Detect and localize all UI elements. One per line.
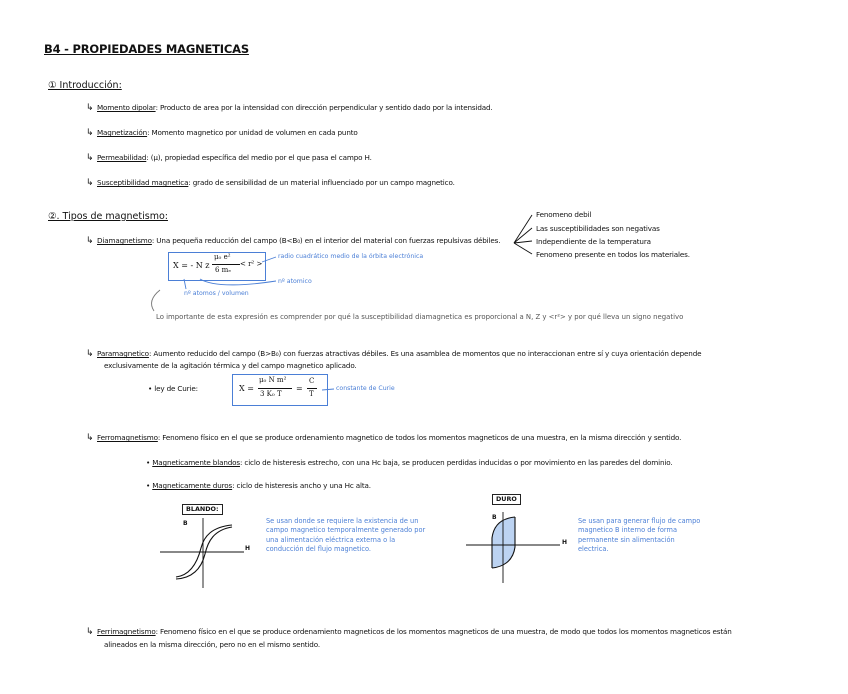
dia-note-arrow bbox=[152, 290, 160, 311]
dia-formula-lhs: X = - N z bbox=[173, 261, 210, 270]
dia-ann-atoms: nº atomos / volumen bbox=[184, 290, 249, 297]
curie-ann: constante de Curie bbox=[336, 385, 395, 392]
hard-box-label: DURO bbox=[492, 494, 521, 505]
curie-formula-eq: = bbox=[296, 384, 303, 393]
feature-arrow-2 bbox=[514, 228, 532, 243]
dia-feature-3: Independiente de la temperatura bbox=[536, 237, 651, 246]
curie-formula-t: T bbox=[309, 390, 314, 398]
ferro-soft-line: • Magneticamente blandos: ciclo de histeresis estrecho, con una Hc baja, se producen perdidas inducidas o por movimiento en las paredes del dominio. bbox=[146, 458, 673, 467]
intro-item-permeabilidad: ↳ Permeabilidad: (μ), propiedad específica del medio por el que pasa el campo H. bbox=[86, 153, 372, 163]
curie-formula-den: 3 K₀ T bbox=[260, 390, 282, 398]
arrow-icon: ↳ bbox=[86, 103, 94, 113]
curie-label: • ley de Curie: bbox=[148, 384, 198, 393]
arrow-icon: ↳ bbox=[86, 236, 94, 246]
ann-arrow-radio bbox=[262, 257, 276, 262]
dia-formula-tail: < r² > bbox=[240, 260, 263, 268]
arrow-icon: ↳ bbox=[86, 433, 94, 443]
intro-item-susceptibilidad: ↳ Susceptibilidad magnetica: grado de sensibilidad de un material influenciado por un campo magnetico. bbox=[86, 178, 455, 188]
curie-formula-c: C bbox=[309, 377, 315, 385]
dia-feature-1: Fenomeno debil bbox=[536, 210, 592, 219]
para-line-1: ↳ Paramagnetico: Aumento reducido del campo (B>B₀) con fuerzas atractivas débiles. Es una asamblea de momentos que no interaccionan entre sí y cuya orientación depende bbox=[86, 349, 702, 359]
hard-axis-h: H bbox=[562, 539, 568, 546]
intro-item-dipolar: ↳ Momento dipolar: Producto de area por la intensidad con dirección perpendicular y sentido dado por la intensidad. bbox=[86, 103, 493, 113]
dia-formula-num: μ₀ e² bbox=[214, 253, 231, 261]
section-tipos-heading: ②. Tipos de magnetismo: bbox=[48, 211, 168, 222]
formula-annotation-arrows bbox=[184, 257, 334, 390]
dia-formula-den: 6 mₑ bbox=[215, 266, 232, 274]
bullet-icon: • bbox=[146, 481, 153, 490]
soft-hysteresis-plot bbox=[160, 518, 244, 588]
soft-note: Se usan donde se requiere la existencia de un campo magnetico temporalmente generado por una alimentación eléctrica externa o la conducción del flujo magnetico. bbox=[266, 517, 426, 554]
arrow-icon: ↳ bbox=[86, 153, 94, 163]
hard-loop-fill bbox=[492, 517, 515, 568]
hard-note: Se usan para generar flujo de campo magnetico B interno de forma permanente sin alimentación electrica. bbox=[578, 517, 701, 554]
feature-arrow-4 bbox=[514, 243, 532, 254]
soft-axis-b: B bbox=[183, 520, 188, 527]
dia-line: ↳ Diamagnetismo: Una pequeña reducción del campo (B<B₀) en el interior del material con fuerzas repulsivas débiles. bbox=[86, 236, 501, 246]
arrow-icon: ↳ bbox=[86, 349, 94, 359]
ann-arrow-atoms bbox=[184, 279, 186, 289]
feature-arrow-1 bbox=[514, 215, 532, 243]
ann-arrow-nat bbox=[200, 279, 276, 285]
arrow-icon: ↳ bbox=[86, 627, 94, 637]
para-line-2: exclusivamente de la agitación térmica y del campo magnetico aplicado. bbox=[104, 361, 357, 370]
hard-axis-b: B bbox=[492, 514, 497, 521]
soft-axis-h: H bbox=[245, 545, 251, 552]
ferri-line-1: ↳ Ferrimagnetismo: Fenomeno físico en el que se produce ordenamiento magneticos de los momentos magneticos de una muestra, de modo que todos los momentos magneticos están bbox=[86, 627, 732, 637]
dia-feature-2: Las susceptibilidades son negativas bbox=[536, 224, 660, 233]
ferro-hard-line: • Magneticamente duros: ciclo de histeresis ancho y una Hc alta. bbox=[146, 481, 371, 490]
curie-formula-num: μ₀ N m² bbox=[259, 376, 287, 384]
soft-loop-upper bbox=[176, 525, 232, 577]
intro-item-magnetizacion: ↳ Magnetización: Momento magnetico por unidad de volumen en cada punto bbox=[86, 128, 358, 138]
dia-feature-4: Fenomeno presente en todos los materiales. bbox=[536, 250, 690, 259]
page-title: B4 - PROPIEDADES MAGNETICAS bbox=[44, 42, 249, 56]
feature-arrows bbox=[514, 215, 532, 254]
bullet-icon: • bbox=[146, 458, 153, 467]
dia-ann-radio: radio cuadrático medio de la órbita electrónica bbox=[278, 253, 424, 260]
curie-formula-lhs: X = bbox=[239, 384, 254, 393]
dia-ann-nat: nº atomico bbox=[278, 278, 312, 285]
ferri-line-2: alineados en la misma dirección, pero no en el mismo sentido. bbox=[104, 640, 320, 649]
soft-box-label: BLANDO: bbox=[182, 504, 223, 515]
ferro-line: ↳ Ferromagnetismo: Fenomeno físico en el que se produce ordenamiento magnetico de todos los momentos magneticos de una muestra, en la misma dirección y sentido. bbox=[86, 433, 682, 443]
dia-note: Lo importante de esta expresión es comprender por qué la susceptibilidad diamagnetica es proporcional a N, Z y <r²> y por qué lleva un signo negativo bbox=[156, 313, 684, 321]
section-intro-heading: ① Introducción: bbox=[48, 80, 122, 91]
ann-arrow-curie bbox=[322, 389, 334, 390]
hard-hysteresis-plot bbox=[466, 512, 560, 583]
soft-loop-lower bbox=[176, 527, 232, 579]
arrow-icon: ↳ bbox=[86, 178, 94, 188]
arrow-icon: ↳ bbox=[86, 128, 94, 138]
